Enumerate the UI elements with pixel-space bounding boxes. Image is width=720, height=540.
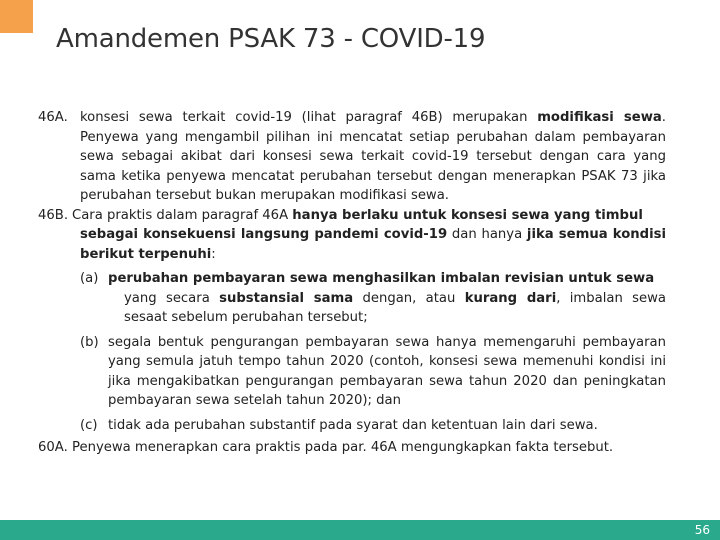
bold-span: jika semua kondisi berikut terpenuhi	[80, 227, 666, 262]
list-item-a	[38, 269, 666, 328]
paragraph-body	[38, 108, 666, 206]
bold-span: substansial sama	[219, 290, 354, 306]
text-span: konsesi sewa terkait covid-19 (lihat paragraf 46B) merupakan	[80, 110, 538, 125]
slide-content	[38, 88, 666, 458]
text-span: :	[211, 246, 216, 262]
paragraph-body	[38, 225, 666, 264]
text-span: dan hanya	[447, 227, 527, 242]
paragraph-first-line	[38, 206, 666, 226]
bold-span: modifikasi sewa	[537, 110, 662, 125]
list-item-first-line	[108, 269, 666, 289]
paragraph-first-line: Penyewa menerapkan cara praktis pada par. 46A mengungkapkan fakta tersebut.	[72, 440, 614, 455]
text-span: yang secara	[124, 290, 220, 306]
text-span: Cara praktis dalam paragraf 46A	[72, 207, 293, 223]
list-item-first-line: tidak ada perubahan substantif pada syarat dan ketentuan lain dari sewa.	[108, 417, 598, 433]
list-item-body	[108, 289, 666, 328]
list-item-c	[38, 416, 666, 436]
page-number: 56	[694, 523, 710, 537]
accent-square	[0, 0, 33, 33]
text-span: , imbalan sewa sesaat sebelum perubahan tersebut;	[124, 290, 667, 325]
paragraph-label: 46B.	[38, 207, 69, 223]
paragraph-60a	[38, 438, 666, 458]
bold-span: perubahan pembayaran sewa menghasilkan imbalan revisian untuk sewa	[108, 271, 655, 286]
list-item-body	[108, 333, 666, 411]
bold-span: kurang dari	[464, 290, 557, 306]
text-span: segala bentuk pengurangan pembayaran sewa hanya memengaruhi pembayaran yang semula jatuh tempo tahun 2020 (contoh, konsesi sewa memenuhi kondisi ini jika mengakibatkan pengurangan pembayaran sewa tahun 2020 dan peningkatan pembayaran sewa setelah tahun 2020); dan	[108, 334, 666, 408]
slide-title: Amandemen PSAK 73 - COVID-19	[56, 24, 486, 54]
paragraph-46b	[38, 206, 666, 436]
bold-span: hanya berlaku untuk konsesi sewa yang timbul	[292, 207, 643, 223]
text-span: . Penyewa yang mengambil pilihan ini mencatat setiap perubahan dalam pembayaran sewa sebagai akibat dari konsesi sewa terkait covid-19 tersebut dengan cara yang sama ketika penyewa mencatat perubahan tersebut dengan menerapkan PSAK 73 jika perubahan tersebut bukan merupakan modifikasi sewa.	[80, 110, 666, 203]
text-span: dengan, atau	[353, 290, 465, 306]
paragraph-46a	[38, 108, 666, 206]
footer-bar	[0, 520, 720, 540]
paragraph-label: 60A.	[38, 440, 68, 455]
list-item-label: (b)	[80, 334, 99, 350]
list-item-label: (c)	[80, 417, 98, 433]
paragraph-label: 46A.	[38, 110, 68, 125]
list-item-b	[38, 333, 666, 411]
bold-span: sebagai konsekuensi langsung pandemi covid-19	[80, 227, 448, 242]
list-item-label: (a)	[80, 271, 99, 286]
